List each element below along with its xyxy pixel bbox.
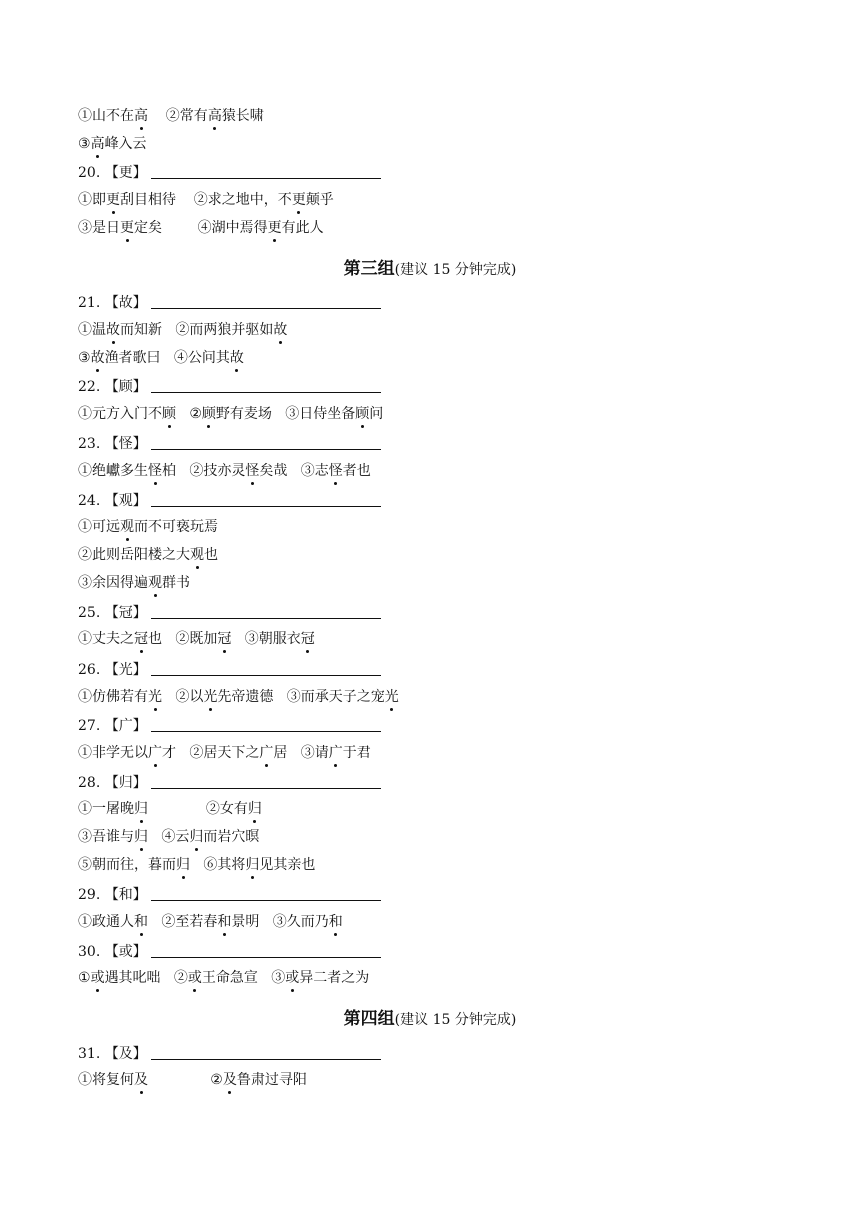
sentence-text: 野有麦场 ③日侍坐备 bbox=[215, 406, 356, 422]
answer-blank[interactable] bbox=[151, 377, 381, 393]
question-number: 21. bbox=[78, 295, 101, 311]
question-line bbox=[78, 433, 381, 455]
emphasized-character: 和 bbox=[329, 911, 343, 933]
emphasized-character: 更 bbox=[292, 189, 306, 211]
sentence-text: ⑤朝而往，暮而 bbox=[78, 857, 176, 873]
sentence-text: ②至若春 bbox=[148, 914, 218, 930]
emphasized-character: 观 bbox=[120, 516, 134, 538]
question-keyword: 【归】 bbox=[104, 775, 147, 791]
emphasized-character: 故 bbox=[273, 319, 287, 341]
sentence-text: ①温 bbox=[78, 322, 106, 338]
sentence-text: ② bbox=[176, 406, 202, 422]
emphasized-character: 冠 bbox=[301, 628, 315, 650]
emphasized-character: 归 bbox=[176, 854, 190, 876]
sentence-text: 遇其叱咄 ② bbox=[104, 970, 188, 986]
example-sentence-line bbox=[78, 133, 147, 155]
answer-blank[interactable] bbox=[151, 942, 381, 958]
emphasized-character: 及 bbox=[223, 1069, 237, 1091]
sentence-text: 而岩穴暝 bbox=[203, 829, 260, 845]
question-number: 23. bbox=[78, 436, 101, 452]
emphasized-character: 广 bbox=[259, 742, 273, 764]
emphasized-character: 故 bbox=[230, 347, 244, 369]
answer-blank[interactable] bbox=[151, 293, 381, 309]
sentence-text: 于君 bbox=[342, 745, 371, 761]
question-line bbox=[78, 659, 381, 681]
sentence-text: ①仿佛若有 bbox=[78, 689, 148, 705]
sentence-text: 居 ③请 bbox=[273, 745, 329, 761]
answer-blank[interactable] bbox=[151, 1044, 381, 1060]
question-line bbox=[78, 376, 381, 398]
emphasized-character: 广 bbox=[148, 742, 162, 764]
sentence-text: ①非学无以 bbox=[78, 745, 148, 761]
sentence-text: 见其亲也 bbox=[259, 857, 316, 873]
sentence-text: 矣哉 ③志 bbox=[259, 463, 329, 479]
answer-blank[interactable] bbox=[151, 660, 381, 676]
question-number: 30. bbox=[78, 944, 101, 960]
sentence-text: ①丈夫之 bbox=[78, 631, 134, 647]
question-keyword: 【故】 bbox=[104, 295, 147, 311]
sentence-text: 而知新 ②而两狼并驱如 bbox=[120, 322, 274, 338]
example-sentence-line bbox=[78, 516, 218, 538]
emphasized-character: 观 bbox=[190, 544, 204, 566]
sentence-text: ②常有 bbox=[148, 108, 208, 124]
sentence-text: 猿长啸 bbox=[221, 108, 264, 124]
example-sentence-line bbox=[78, 544, 218, 566]
example-sentence-line bbox=[78, 319, 287, 341]
sentence-text: ①山不在 bbox=[78, 108, 134, 124]
sentence-text: 先帝遗德 ③而承天子之宠 bbox=[217, 689, 385, 705]
sentence-text: ①一屠晚 bbox=[78, 801, 134, 817]
question-keyword: 【更】 bbox=[104, 165, 147, 181]
sentence-text: ③是日 bbox=[78, 220, 120, 236]
question-number: 27. bbox=[78, 718, 101, 734]
question-line bbox=[78, 772, 381, 794]
sentence-text: ② bbox=[148, 1072, 223, 1088]
emphasized-character: 归 bbox=[134, 826, 148, 848]
question-number: 22. bbox=[78, 379, 101, 395]
answer-blank[interactable] bbox=[151, 434, 381, 450]
example-sentence-line bbox=[78, 854, 315, 876]
emphasized-character: 和 bbox=[217, 911, 231, 933]
emphasized-character: 和 bbox=[134, 911, 148, 933]
question-keyword: 【光】 bbox=[104, 662, 147, 678]
example-sentence-line bbox=[78, 742, 371, 764]
question-number: 20. bbox=[78, 165, 101, 181]
question-line bbox=[78, 490, 381, 512]
sentence-text: 王命急宣 ③ bbox=[201, 970, 286, 986]
emphasized-character: 归 bbox=[248, 798, 262, 820]
sentence-text: ⑥其将 bbox=[190, 857, 246, 873]
question-line bbox=[78, 602, 381, 624]
sentence-text: 鲁肃过寻阳 bbox=[236, 1072, 307, 1088]
emphasized-character: 怪 bbox=[329, 460, 343, 482]
example-sentence-line bbox=[78, 967, 369, 989]
emphasized-character: 故 bbox=[91, 347, 105, 369]
emphasized-character: 或 bbox=[188, 967, 202, 989]
sentence-text: 也 ②既加 bbox=[148, 631, 218, 647]
emphasized-character: 观 bbox=[148, 572, 162, 594]
sentence-text: ③余因得遍 bbox=[78, 575, 148, 591]
sentence-text: ①元方入门不 bbox=[78, 406, 162, 422]
answer-blank[interactable] bbox=[151, 603, 381, 619]
group-title: 第三组 bbox=[343, 259, 395, 279]
sentence-text: 而不可亵玩焉 bbox=[134, 519, 218, 535]
sentence-text: ④云 bbox=[148, 829, 190, 845]
question-number: 29. bbox=[78, 887, 101, 903]
sentence-text: 异二者之为 bbox=[299, 970, 370, 986]
sentence-text: ③ bbox=[78, 136, 91, 152]
group-title: 第四组 bbox=[343, 1009, 395, 1029]
emphasized-character: 或 bbox=[285, 967, 299, 989]
sentence-text: 也 bbox=[204, 547, 218, 563]
emphasized-character: 光 bbox=[385, 686, 399, 708]
answer-blank[interactable] bbox=[151, 773, 381, 789]
question-line bbox=[78, 1043, 381, 1065]
question-keyword: 【观】 bbox=[104, 493, 147, 509]
sentence-text: ②以 bbox=[162, 689, 204, 705]
sentence-text: 景明 ③久而乃 bbox=[231, 914, 329, 930]
sentence-text: ①绝巘多生 bbox=[78, 463, 148, 479]
sentence-text: 峰入云 bbox=[104, 136, 147, 152]
emphasized-character: 故 bbox=[106, 319, 120, 341]
question-keyword: 【顾】 bbox=[104, 379, 147, 395]
question-number: 24. bbox=[78, 493, 101, 509]
question-number: 31. bbox=[78, 1046, 101, 1062]
question-keyword: 【广】 bbox=[104, 718, 147, 734]
question-keyword: 【怪】 bbox=[104, 436, 147, 452]
question-line bbox=[78, 715, 381, 737]
sentence-text: ①即 bbox=[78, 192, 106, 208]
example-sentence-line bbox=[78, 798, 262, 820]
question-line bbox=[78, 292, 381, 314]
group-time-note: (建议 15 分钟完成) bbox=[394, 1012, 517, 1028]
emphasized-character: 更 bbox=[120, 217, 134, 239]
question-line bbox=[78, 884, 381, 906]
answer-blank[interactable] bbox=[151, 163, 381, 179]
example-sentence-line bbox=[78, 628, 315, 650]
sentence-text: ① bbox=[78, 970, 91, 986]
question-number: 25. bbox=[78, 605, 101, 621]
sentence-text: 渔者歌曰 ④公问其 bbox=[104, 350, 230, 366]
sentence-text: 才 ②居天下之 bbox=[162, 745, 260, 761]
emphasized-character: 冠 bbox=[134, 628, 148, 650]
example-sentence-line bbox=[78, 460, 371, 482]
sentence-text: ③ bbox=[78, 350, 91, 366]
example-sentence-line bbox=[78, 347, 244, 369]
question-keyword: 【冠】 bbox=[104, 605, 147, 621]
question-keyword: 【和】 bbox=[104, 887, 147, 903]
emphasized-character: 怪 bbox=[245, 460, 259, 482]
sentence-text: 定矣 ④湖中焉得 bbox=[134, 220, 268, 236]
sentence-text: ③吾谁与 bbox=[78, 829, 134, 845]
sentence-text: 群书 bbox=[162, 575, 190, 591]
example-sentence-line bbox=[78, 217, 324, 239]
sentence-text: ①将复何 bbox=[78, 1072, 134, 1088]
example-sentence-line bbox=[78, 686, 399, 708]
answer-blank[interactable] bbox=[151, 716, 381, 732]
sentence-text: 柏 ②技亦灵 bbox=[162, 463, 246, 479]
emphasized-character: 冠 bbox=[217, 628, 231, 650]
emphasized-character: 归 bbox=[134, 798, 148, 820]
example-sentence-line bbox=[78, 1069, 307, 1091]
emphasized-character: 顾 bbox=[355, 403, 369, 425]
sentence-text: ②女有 bbox=[148, 801, 248, 817]
group-heading bbox=[0, 1006, 860, 1032]
sentence-text: 者也 bbox=[342, 463, 371, 479]
sentence-text: 有此人 bbox=[281, 220, 324, 236]
question-number: 28. bbox=[78, 775, 101, 791]
emphasized-character: 高 bbox=[91, 133, 105, 155]
sentence-text: ①政通人 bbox=[78, 914, 134, 930]
sentence-text: ②此则岳阳楼之大 bbox=[78, 547, 190, 563]
emphasized-character: 顾 bbox=[162, 403, 176, 425]
group-time-note: (建议 15 分钟完成) bbox=[394, 262, 517, 278]
sentence-text: 问 bbox=[369, 406, 384, 422]
emphasized-character: 及 bbox=[134, 1069, 148, 1091]
emphasized-character: 顾 bbox=[202, 403, 216, 425]
emphasized-character: 高 bbox=[134, 105, 148, 127]
emphasized-character: 光 bbox=[148, 686, 162, 708]
group-heading bbox=[0, 256, 860, 282]
sentence-text: ③朝服衣 bbox=[231, 631, 301, 647]
emphasized-character: 归 bbox=[189, 826, 203, 848]
answer-blank[interactable] bbox=[151, 491, 381, 507]
example-sentence-line bbox=[78, 403, 383, 425]
example-sentence-line bbox=[78, 826, 259, 848]
example-sentence-line bbox=[78, 911, 343, 933]
sentence-text: 刮目相待 ②求之地中，不 bbox=[120, 192, 292, 208]
emphasized-character: 怪 bbox=[148, 460, 162, 482]
emphasized-character: 光 bbox=[203, 686, 217, 708]
answer-blank[interactable] bbox=[151, 885, 381, 901]
example-sentence-line bbox=[78, 189, 334, 211]
question-number: 26. bbox=[78, 662, 101, 678]
emphasized-character: 更 bbox=[106, 189, 120, 211]
example-sentence-line bbox=[78, 572, 190, 594]
emphasized-character: 归 bbox=[245, 854, 259, 876]
question-line bbox=[78, 941, 381, 963]
emphasized-character: 更 bbox=[268, 217, 282, 239]
sentence-text: 颠乎 bbox=[305, 192, 334, 208]
sentence-text: ①可远 bbox=[78, 519, 120, 535]
question-line bbox=[78, 162, 381, 184]
question-keyword: 【及】 bbox=[104, 1046, 147, 1062]
emphasized-character: 高 bbox=[208, 105, 222, 127]
emphasized-character: 广 bbox=[329, 742, 343, 764]
question-keyword: 【或】 bbox=[104, 944, 147, 960]
example-sentence-line bbox=[78, 105, 264, 127]
emphasized-character: 或 bbox=[91, 967, 105, 989]
